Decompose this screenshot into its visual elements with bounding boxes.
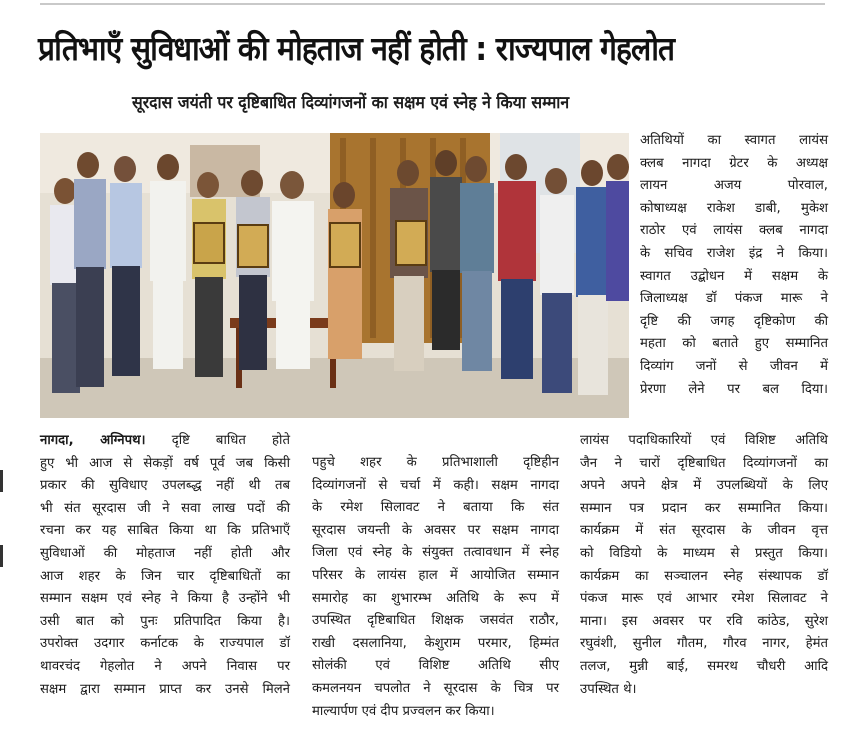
- text-line: भी संत सूरदास जी ने सवा लाख पदों की: [40, 500, 290, 516]
- text-line: [40, 430, 290, 453]
- text-line: के रमेश सिलावट ने बताया कि संत: [312, 500, 559, 516]
- text-line: जिलाध्यक्ष डॉ पंकज मारू ने: [640, 291, 828, 307]
- text-line: सुविधाओं की मोहताज नहीं होती और: [40, 545, 290, 561]
- text-line: राठोर एवं लायंस क्लब नागदा: [640, 223, 828, 239]
- text-line: उपस्थित दृष्टिबाधित शिक्षक जसवंत राठौर,: [312, 613, 559, 629]
- text-line: अतिथियों का स्वागत लायंस: [640, 133, 828, 148]
- text-line: रघुवंशी, सुनील गौतम, गौरव नागर, हेमंत: [580, 636, 828, 652]
- top-rule: [40, 3, 825, 5]
- text-line: सम्मान सक्षम एवं स्नेह ने किया है उन्होंने भी: [40, 591, 290, 607]
- column-2: [312, 452, 559, 723]
- margin-mark: [0, 470, 3, 492]
- text-line: हुए भी आज से सेकड़ों वर्ष पूर्व जब किसी: [40, 455, 290, 471]
- text-line: समारोह का शुभारम्भ अतिथि के रूप में: [312, 590, 559, 606]
- text-line: सक्षम द्वारा सम्मान प्राप्त कर उनसे मिलने: [40, 681, 290, 697]
- text-line: कोषाध्यक्ष राकेश डाबी, मुकेश: [640, 200, 828, 216]
- column-3: [580, 430, 828, 701]
- text-line: दृष्टि की जगह दृष्टिकोण की: [640, 313, 828, 329]
- group-photo-illustration: [40, 133, 629, 418]
- column-1: [40, 430, 290, 701]
- text-line: रचना कर यह साबित किया था कि प्रतिभाएँ: [40, 523, 290, 539]
- text-line: के सचिव राजेश इंद्र ने किया।: [640, 245, 828, 261]
- text-line: लायंस पदाधिकारियों एवं विशिष्ट अतिथि: [580, 433, 828, 448]
- text-line: कार्यक्रम में संत सूरदास के जीवन वृत्त: [580, 523, 828, 539]
- text-line: सोलंकी एवं विशिष्ट अतिथि सीए: [312, 658, 559, 674]
- text-line: तलज, मुन्नी बाई, समरथ चौधरी आदि: [580, 658, 828, 674]
- text-line: माल्यार्पण एवं दीप प्रज्वलन कर किया।: [312, 703, 495, 719]
- text-line: महता को बताते हुए सम्मानित: [640, 336, 828, 352]
- text-line: जैन ने चारों दृष्टिबाधित दिव्यांगजनों का: [580, 455, 828, 471]
- text-line: जिला एवं स्नेह के संयुक्त तत्वावधान में स्नेह: [312, 545, 559, 561]
- text-line: को विडियो के माध्यम से प्रस्तुत किया।: [580, 545, 828, 561]
- text-line: राखी दसलानिया, केशुराम परमार, हिम्मंत: [312, 635, 559, 651]
- text-line: पंकज मारू एवं आभार रमेश सिलावट ने: [580, 591, 828, 607]
- text-line: सूरदास जयन्ती के अवसर पर सक्षम नागदा: [312, 522, 559, 538]
- text-line: आज शहर के जिन चार दृष्टिबाधितों का: [40, 568, 290, 584]
- text-line: उपरोक्त उदगार कर्नाटक के राज्यपाल डॉ: [40, 636, 290, 652]
- column-right-top: [640, 130, 828, 401]
- text-line: सम्मान पत्र प्रदान कर सम्मानित किया।: [580, 500, 828, 516]
- text-line: दिव्यांगजनों से चर्चा में कही। सक्षम नागदा: [312, 477, 559, 493]
- text-line: उसी बात को पुनः प्रतिपादित किया है।: [40, 613, 290, 629]
- dateline: नागदा, अग्निपथ।: [40, 433, 146, 448]
- text-line: लायन अजय पोरवाल,: [640, 178, 828, 194]
- margin-mark: [0, 545, 3, 567]
- text-line: कमलनयन चपलोत ने सूरदास के चित्र पर: [312, 680, 559, 696]
- text-line: कार्यक्रम का सञ्चालन स्नेह संस्थापक डॉ: [580, 568, 828, 584]
- text-line: परिसर के लायंस हाल में आयोजित सम्मान: [312, 567, 559, 583]
- text-line: दिव्यांग जनों से जीवन में: [640, 358, 828, 374]
- text-line: उपस्थित थे।: [580, 681, 637, 697]
- text-line: स्वागत उद्बोधन में सक्षम के: [640, 268, 828, 284]
- text-line: अपने अपने क्षेत्र में उपलब्धियों के लिए: [580, 478, 828, 494]
- text-line: थावरचंद गेहलोत ने अपने निवास पर: [40, 658, 290, 674]
- text-line: पहुचे शहर के प्रतिभाशाली दृष्टिहीन: [312, 455, 559, 470]
- subheadline: सूरदास जयंती पर दृष्टिबाधित दिव्यांगजनों का सक्षम एवं स्नेह ने किया सम्मान: [132, 93, 570, 113]
- text-line-content: दृष्टि बाधित होते: [171, 433, 290, 448]
- headline: प्रतिभाएँ सुविधाओं की मोहताज नहीं होती : राज्यपाल गेहलोत: [38, 29, 675, 68]
- text-line: क्लब नागदा ग्रेटर के अध्यक्ष: [640, 155, 828, 171]
- news-photo: [40, 133, 629, 418]
- text-line: माना। इस अवसर पर रवि कांठेड, सुरेश: [580, 613, 828, 629]
- text-line: प्रेरणा लेने पर बल दिया।: [640, 381, 828, 397]
- text-line: प्रकार की सुविधाए उपलब्द्ध नहीं थी तब: [40, 478, 290, 494]
